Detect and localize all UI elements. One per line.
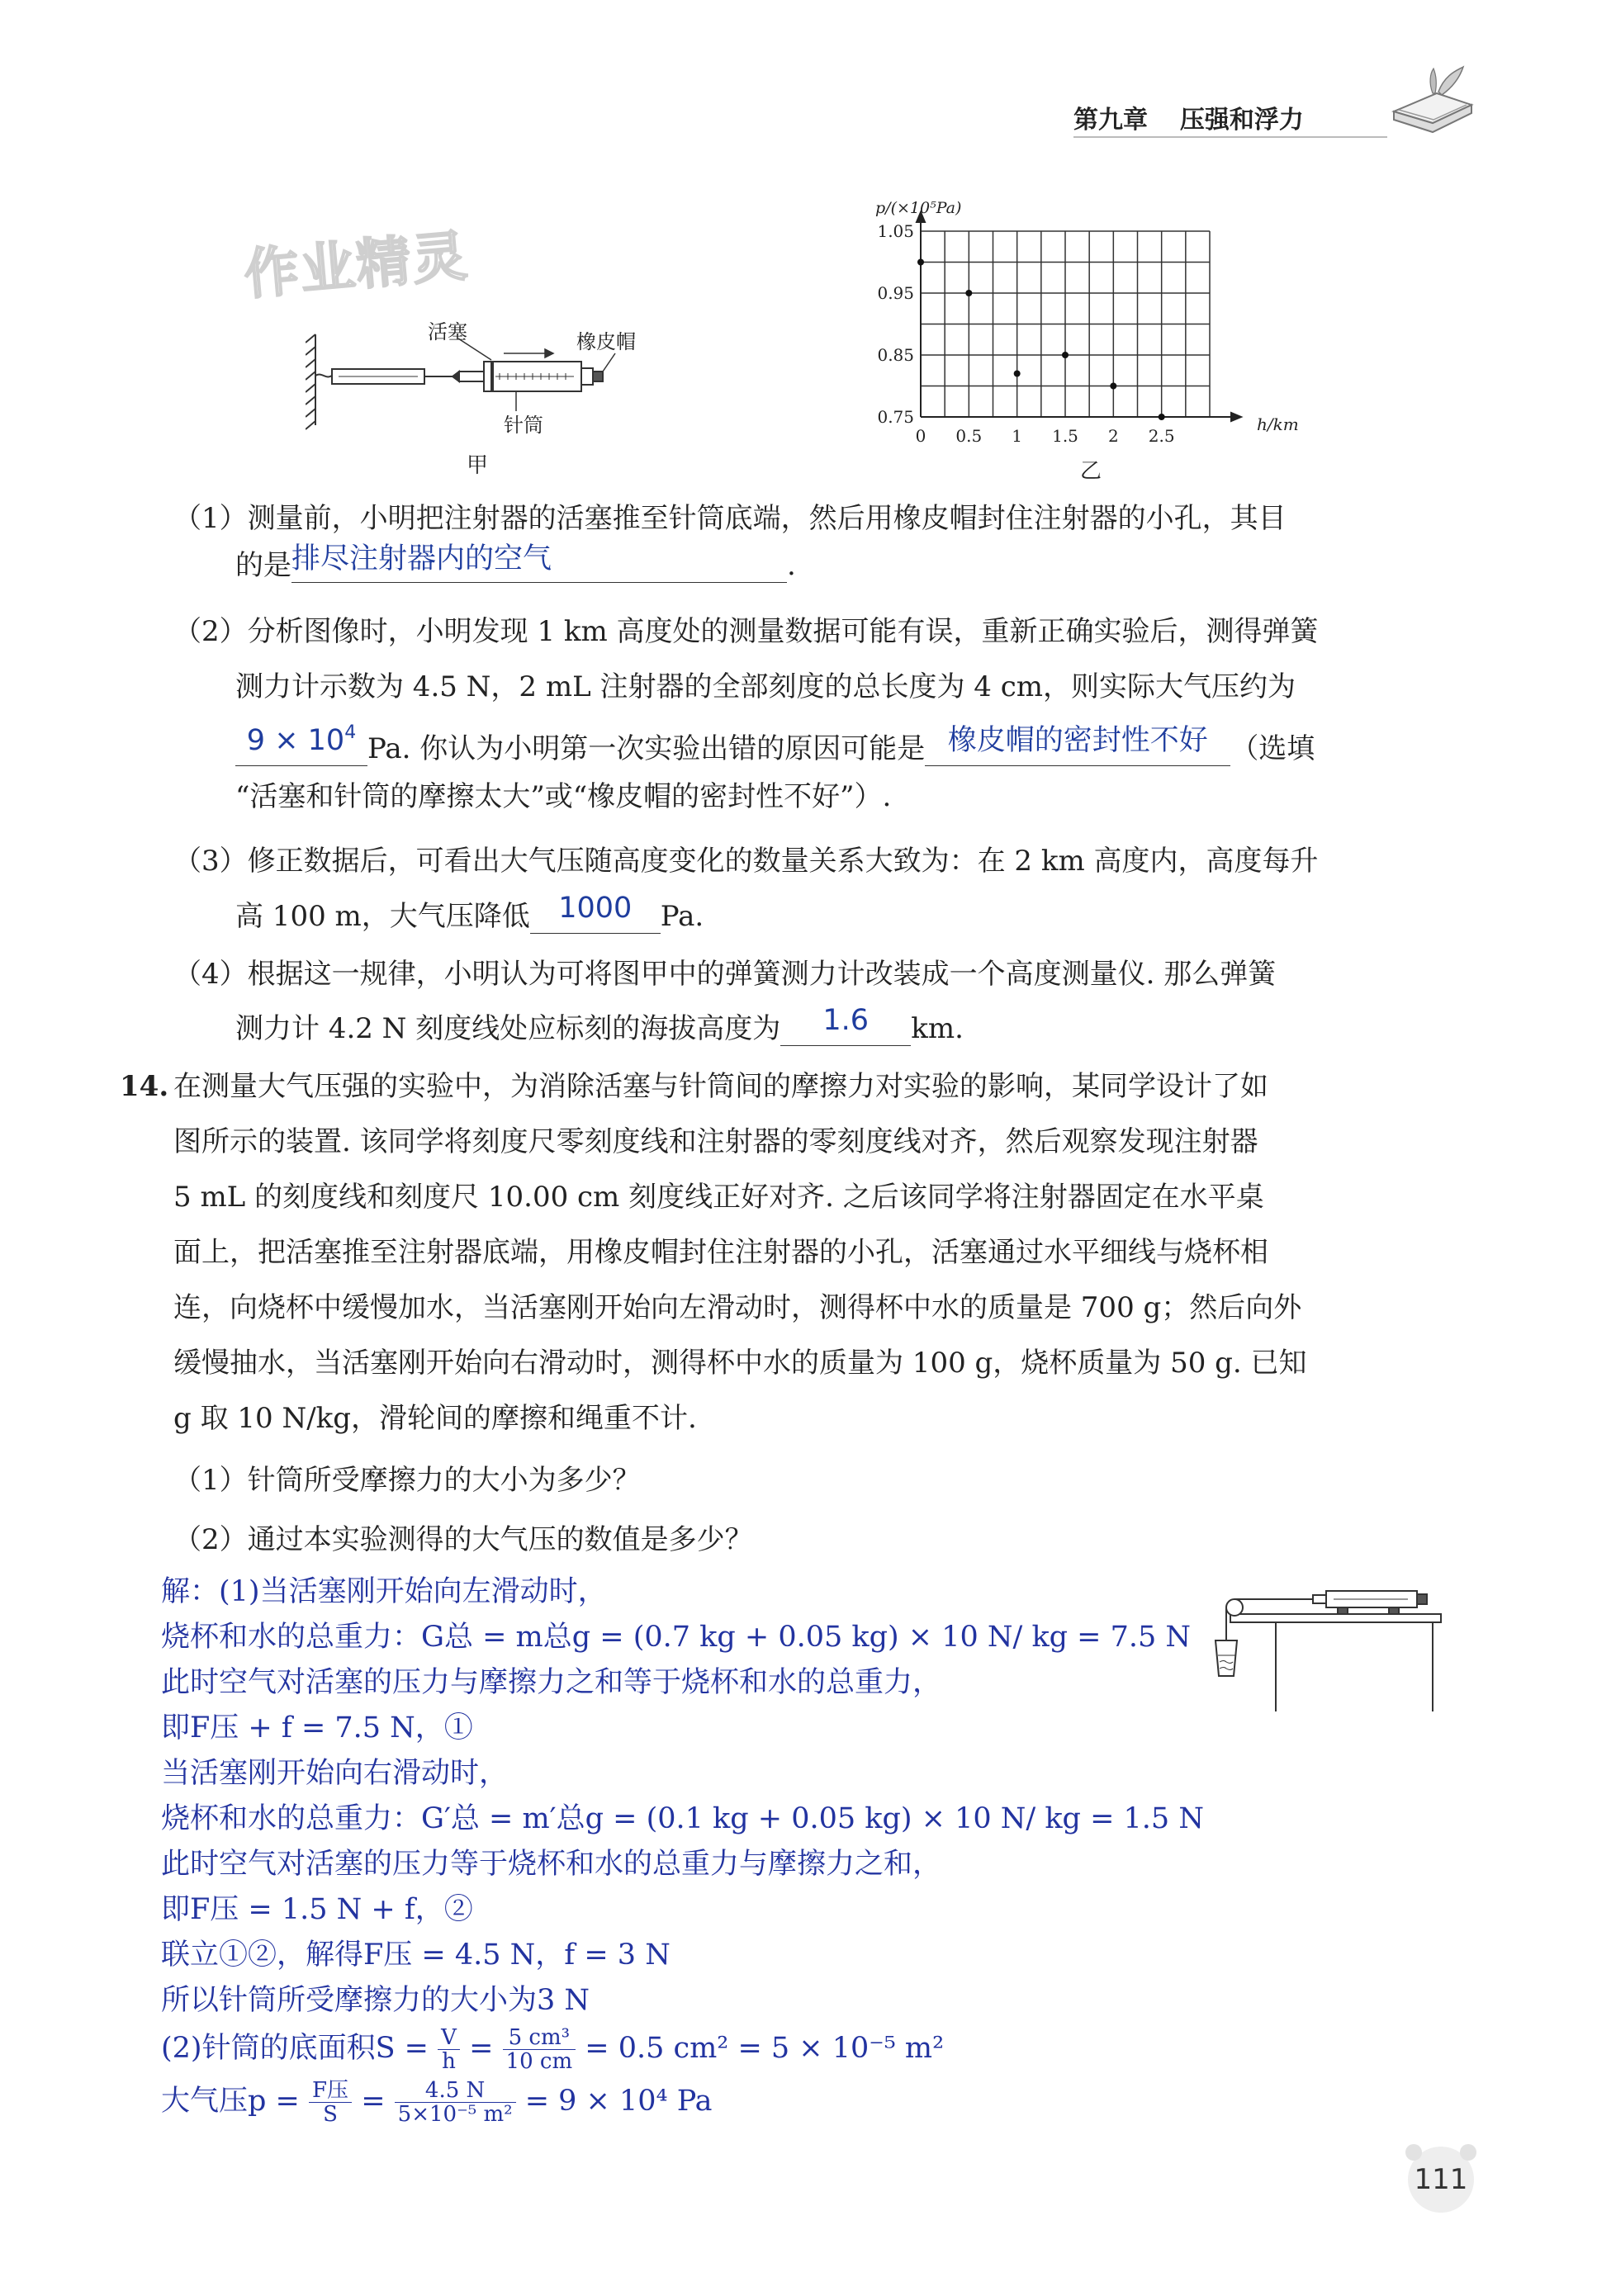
pressure-height-chart	[859, 190, 1321, 454]
wall	[306, 334, 315, 429]
figure-jia-caption: 甲	[467, 453, 489, 478]
q13-part2-note: （选填	[1230, 732, 1315, 765]
frac-num: V	[438, 2026, 460, 2050]
chapter-title: 压强和浮力	[1179, 106, 1304, 135]
q14-subquestion2: （2）通过本实验测得的大气压的数值是多少？	[173, 1523, 753, 1556]
q13-part2-answer1-exp: 4	[344, 722, 357, 743]
q13-part4-answer: 1.6	[822, 1004, 870, 1037]
q13-part3-line1: （3）修正数据后，可看出大气压随高度变化的数量关系大致为：在 2 km 高度内，高度每升	[173, 845, 1319, 878]
q13-part2-answer2: 橡皮帽的密封性不好	[947, 724, 1208, 757]
q13-part3-answer: 1000	[558, 892, 633, 925]
chart-xlabel: h/km	[1257, 414, 1299, 434]
solution-line1: 解：(1)当活塞刚开始向左滑动时，	[161, 1575, 607, 1608]
q14-line7: g 取 10 N/kg，滑轮间的摩擦和绳重不计.	[173, 1402, 697, 1435]
solution-line8: 即F压 = 1.5 N + f，②	[161, 1893, 473, 1926]
pulley-apparatus-figure	[1206, 1573, 1453, 1713]
q13-part4-prefix: 测力计 4.2 N 刻度线处应标刻的海拔高度为	[235, 1012, 781, 1045]
x-axis-arrow	[1231, 413, 1241, 421]
q13-part2-text: Pa. 你认为小明第一次实验出错的原因可能是	[367, 732, 926, 765]
x-tick-label: 0.5	[955, 426, 983, 446]
y-tick-label: 0.95	[877, 283, 914, 303]
q13-part2-line2: 测力计示数为 4.5 N，2 mL 注射器的全部刻度的总长度为 4 cm，则实际大气压约为	[235, 670, 1296, 703]
data-point	[965, 290, 972, 296]
frac-num: F压	[309, 2079, 352, 2103]
q13-part1-prefix: 的是	[235, 549, 291, 582]
chart-ylabel: p/(×10⁵Pa)	[875, 199, 962, 217]
solution-line11	[161, 2021, 944, 2076]
q13-part1-end: .	[787, 549, 796, 582]
solution-pressure-prefix: 大气压p =	[161, 2085, 300, 2118]
figure-yi-caption: 乙	[1080, 459, 1102, 484]
page-header	[1073, 99, 1304, 135]
fraction-f-over-s	[309, 2079, 352, 2126]
solution-line2: 烧杯和水的总重力：G总 = m总g = (0.7 kg + 0.05 kg) × 10 N/ kg = 7.5 N	[161, 1621, 1192, 1654]
equals-sign: =	[469, 2032, 494, 2065]
book-icon	[1387, 62, 1478, 140]
chart-axes	[917, 212, 1241, 421]
fraction-volume-length	[503, 2026, 576, 2073]
page-number: 111	[1414, 2163, 1468, 2196]
spring-scale	[315, 369, 459, 384]
x-tick-label: 0	[915, 426, 926, 446]
q13-part4-line1: （4）根据这一规律，小明认为可将图甲中的弹簧测力计改装成一个高度测量仪. 那么弹簧	[173, 958, 1277, 991]
solution-area-result: = 0.5 cm² = 5 × 10⁻⁵ m²	[585, 2032, 945, 2065]
data-point	[917, 259, 924, 266]
frac-den: S	[323, 2102, 338, 2127]
frac-den: h	[442, 2049, 456, 2074]
x-tick-label: 2	[1107, 426, 1119, 446]
header-rule	[1073, 136, 1387, 138]
data-point	[1159, 414, 1165, 420]
q14-line4: 面上，把活塞推至注射器底端，用橡皮帽封住注射器的小孔，活塞通过水平细线与烧杯相	[173, 1236, 1268, 1269]
x-tick-label: 1	[1012, 426, 1023, 446]
fraction-force-area	[395, 2079, 516, 2126]
chapter-label: 第九章	[1073, 106, 1148, 135]
q13-part4-end: km.	[911, 1012, 964, 1045]
q13-part2-blank1	[235, 722, 367, 766]
q13-part1-line2	[235, 542, 796, 583]
chart-grid	[921, 231, 1210, 417]
frac-num: 4.5 N	[395, 2079, 516, 2103]
q13-part2-line4: “活塞和针筒的摩擦太大”或“橡皮帽的密封性不好”）.	[235, 780, 892, 813]
solution-line9: 联立①②，解得F压 = 4.5 N，f = 3 N	[161, 1939, 671, 1972]
solution-line5: 当活塞刚开始向右滑动时，	[161, 1757, 509, 1790]
frac-num: 5 cm³	[503, 2026, 576, 2050]
label-piston: 活塞	[428, 320, 467, 343]
label-barrel: 针筒	[504, 414, 543, 437]
solution-area-prefix: (2)针筒的底面积S =	[161, 2032, 429, 2065]
q13-part1-line1: （1）测量前，小明把注射器的活塞推至针筒底端，然后用橡皮帽封住注射器的小孔，其目	[173, 502, 1287, 535]
q13-part3-blank	[530, 892, 661, 934]
watermark: 作业精灵	[241, 224, 472, 307]
data-point	[1062, 352, 1069, 358]
equals-sign: =	[361, 2085, 386, 2118]
q13-part2-line1: （2）分析图像时，小明发现 1 km 高度处的测量数据可能有误，重新正确实验后，测得弹簧	[173, 615, 1319, 648]
chart-ticks	[877, 221, 1174, 446]
data-point	[1110, 383, 1116, 390]
solution-line4: 即F压 + f = 7.5 N，①	[161, 1711, 473, 1744]
solution-line12	[161, 2074, 713, 2128]
q13-part3-prefix: 高 100 m，大气压降低	[235, 900, 530, 933]
fraction-v-over-h	[438, 2026, 460, 2073]
q13-part2-blank2	[925, 724, 1230, 766]
q13-part4-line2	[235, 1004, 964, 1046]
y-tick-label: 0.75	[877, 407, 914, 427]
q13-part3-line2	[235, 892, 704, 934]
y-tick-label: 0.85	[877, 345, 914, 365]
q14-number: 14.	[120, 1070, 169, 1103]
data-point	[1014, 371, 1021, 377]
solution-line10: 所以针筒所受摩擦力的大小为3 N	[161, 1984, 590, 2017]
frac-den: 10 cm	[505, 2049, 573, 2074]
q14-subquestion1: （1）针筒所受摩擦力的大小为多少？	[173, 1464, 641, 1497]
q13-part1-blank	[291, 542, 787, 583]
q13-part2-answer1: 9 × 10	[246, 724, 345, 757]
y-tick-label: 1.05	[877, 221, 914, 241]
q14-line5: 连，向烧杯中缓慢加水，当活塞刚开始向左滑动时，测得杯中水的质量是 700 g；然后向外	[173, 1291, 1302, 1324]
q13-part4-blank	[780, 1004, 911, 1046]
x-tick-label: 1.5	[1052, 426, 1078, 446]
syringe	[459, 362, 603, 391]
solution-line7: 此时空气对活塞的压力等于烧杯和水的总重力与摩擦力之和，	[161, 1848, 942, 1881]
q13-part2-line3	[235, 722, 1315, 766]
solution-line6: 烧杯和水的总重力：G′总 = m′总g = (0.1 kg + 0.05 kg) × 10 N/ kg = 1.5 N	[161, 1802, 1204, 1835]
q13-part1-answer: 排尽注射器内的空气	[291, 542, 552, 575]
frac-den: 5×10⁻⁵ m²	[397, 2102, 513, 2127]
solution-line3: 此时空气对活塞的压力与摩擦力之和等于烧杯和水的总重力，	[161, 1666, 942, 1699]
q14-line1: 在测量大气压强的实验中，为消除活塞与针筒间的摩擦力对实验的影响，某同学设计了如	[173, 1070, 1268, 1103]
x-tick-label: 2.5	[1148, 426, 1175, 446]
label-cap: 橡皮帽	[576, 330, 636, 353]
syringe-apparatus-figure	[306, 314, 685, 446]
q13-part3-end: Pa.	[660, 900, 704, 933]
q14-line2: 图所示的装置. 该同学将刻度尺零刻度线和注射器的零刻度线对齐，然后观察发现注射器	[173, 1125, 1258, 1158]
q14-line3: 5 mL 的刻度线和刻度尺 10.00 cm 刻度线正好对齐. 之后该同学将注射器固定在水平桌	[173, 1181, 1264, 1214]
solution-pressure-result: = 9 × 10⁴ Pa	[524, 2085, 713, 2118]
q14-line6: 缓慢抽水，当活塞刚开始向右滑动时，测得杯中水的质量为 100 g，烧杯质量为 50 g. 已知	[173, 1347, 1307, 1380]
